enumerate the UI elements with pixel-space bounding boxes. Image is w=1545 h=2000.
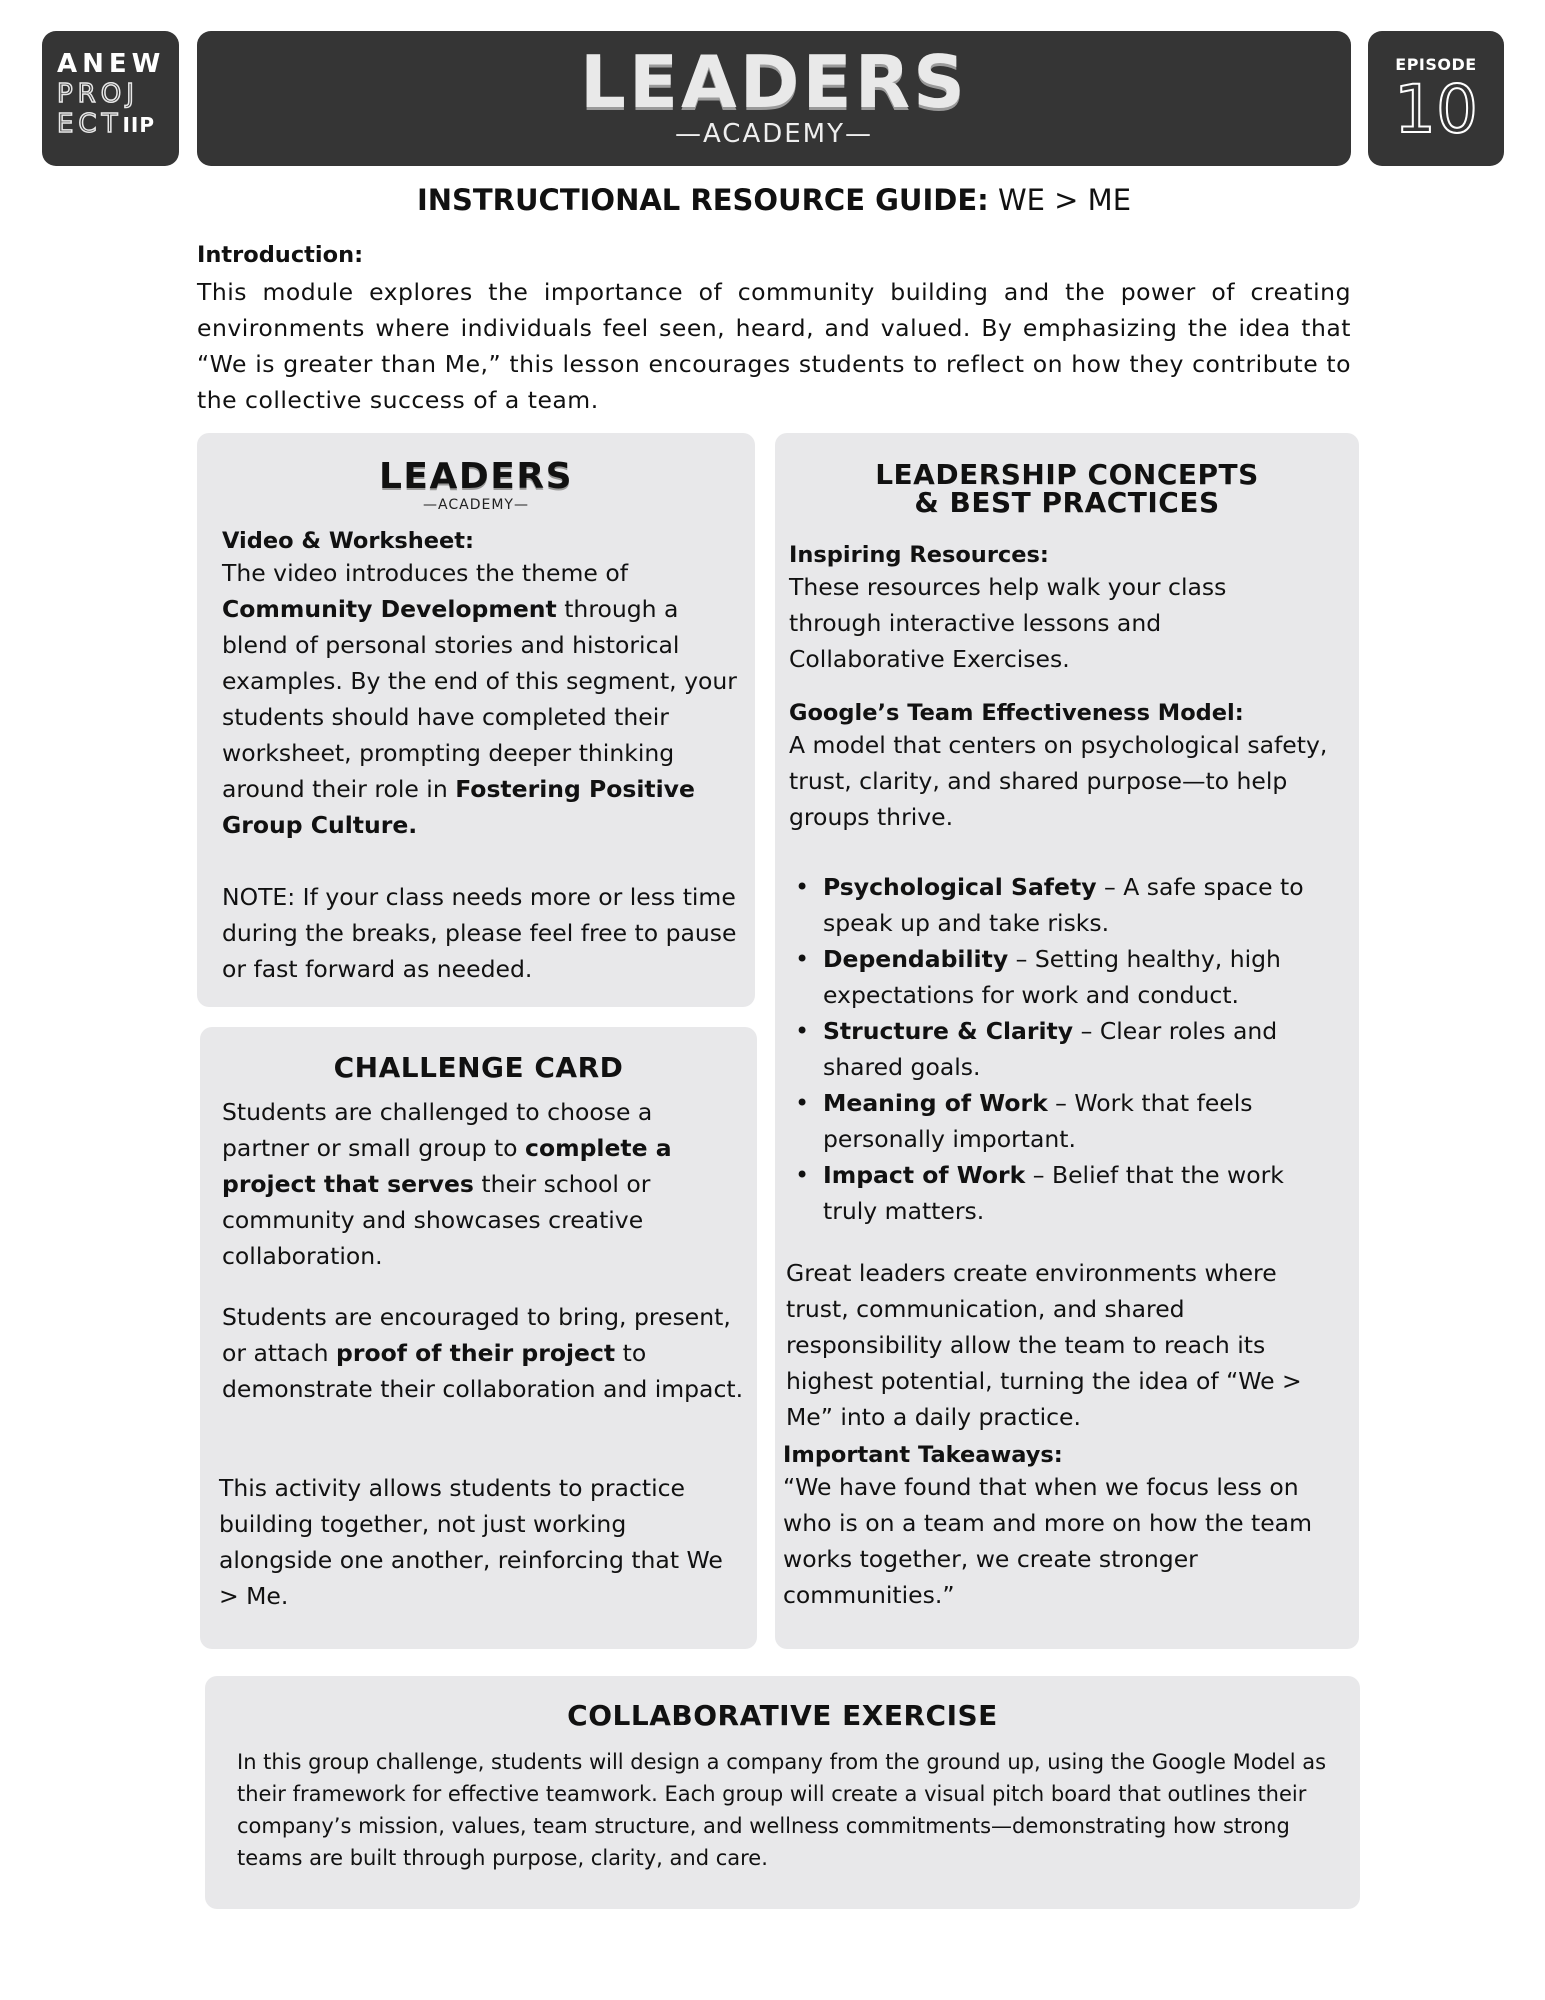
video-note: NOTE: If your class needs more or less time during the breaks, please feel free to pause or fast forward as needed. — [222, 883, 737, 983]
bullet-term: Structure & Clarity — [823, 1017, 1074, 1045]
episode-badge — [1368, 31, 1504, 166]
challenge-heading: CHALLENGE CARD — [333, 1051, 624, 1084]
challenge-p1-text-1: Students are challenged to choose a partner or small group to — [222, 1098, 653, 1162]
challenge-p2-text-1: Students are encouraged to bring, present, or attach — [222, 1303, 731, 1367]
leadership-concepts-card — [775, 433, 1359, 1649]
logo-line-2: PROJ — [57, 79, 139, 109]
list-item — [789, 869, 1344, 941]
challenge-p1-bold: complete a project that serves — [222, 1134, 672, 1198]
bullet-desc: – Setting healthy, high expectations for work and conduct. — [823, 945, 1281, 1009]
bullet-desc: – Work that feels personally important. — [823, 1089, 1253, 1153]
logo-mark-icon: IIP — [122, 113, 156, 137]
anew-project-logo — [42, 31, 179, 166]
challenge-card — [200, 1027, 757, 1649]
episode-number: 10 — [1394, 71, 1478, 148]
concepts-heading-line-1: LEADERSHIP CONCEPTS — [875, 458, 1259, 491]
episode-label: EPISODE — [1395, 55, 1477, 74]
bullet-term: Psychological Safety — [823, 873, 1097, 901]
logo-line-3: ECT — [57, 109, 123, 139]
bullet-term: Impact of Work — [823, 1161, 1026, 1189]
model-text: A model that centers on psychological safety, trust, clarity, and shared purpose—to help groups thrive. — [789, 731, 1328, 831]
video-text-1: The video introduces the theme of — [222, 559, 628, 587]
challenge-p2-text-2: to demonstrate their collaboration and impact. — [222, 1339, 744, 1403]
leaders-academy-banner — [197, 31, 1351, 166]
bullet-desc: – Clear roles and shared goals. — [823, 1017, 1278, 1081]
collab-text: In this group challenge, students will design a company from the ground up, using the Google Model as their framework for effective teamwork. Each group will create a visual pitch board that outlines their company’s mission, values, team structure, and wellness commitments—demonstrating how strong teams are built through purpose, clarity, and care. — [237, 1750, 1327, 1870]
collaborative-exercise-card — [205, 1676, 1360, 1909]
intro-text: This module explores the importance of community building and the power of creating environments where individuals feel seen, heard, and valued. By emphasizing the idea that “We is greater than Me,” this lesson encourages students to reflect on how they contribute to the collective success of a team. — [197, 278, 1351, 414]
resources-heading: Inspiring Resources: — [789, 542, 1049, 568]
video-text — [222, 555, 742, 843]
collab-heading: COLLABORATIVE EXERCISE — [567, 1699, 998, 1732]
challenge-p2-bold: proof of their project — [336, 1339, 616, 1367]
concepts-heading-line-2: & BEST PRACTICES — [914, 486, 1220, 519]
video-text-2: through a blend of personal stories and historical examples. By the end of this segment, your students should have completed their worksheet, prompting deeper thinking around their role in — [222, 595, 737, 803]
banner-subtitle: —ACADEMY— — [674, 119, 874, 149]
model-bullet-list — [789, 869, 1344, 1229]
mini-logo-title: LEADERS — [378, 456, 573, 497]
video-bold-1: Community Development — [222, 595, 557, 623]
challenge-paragraph-3: This activity allows students to practice building together, not just working alongside one another, reinforcing that We > Me. — [219, 1474, 723, 1610]
leaders-academy-logo — [197, 457, 755, 513]
list-item — [789, 1013, 1344, 1085]
video-bold-2: Fostering Positive Group Culture. — [222, 775, 695, 839]
bullet-desc: – Belief that the work truly matters. — [823, 1161, 1284, 1225]
challenge-paragraph-1 — [222, 1094, 742, 1274]
bullet-desc: – A safe space to speak up and take risks. — [823, 873, 1304, 937]
resources-text: These resources help walk your class through interactive lessons and Collaborative Exercises. — [789, 573, 1227, 673]
takeaways-text: “We have found that when we focus less on who is on a team and more on how the team works together, we create stronger communities.” — [783, 1473, 1312, 1609]
challenge-p1-text-2: their school or community and showcases creative collaboration. — [222, 1170, 651, 1270]
model-heading: Google’s Team Effectiveness Model: — [789, 700, 1244, 726]
page-title-bold: INSTRUCTIONAL RESOURCE GUIDE: — [416, 183, 989, 217]
banner-title: LEADERS — [579, 40, 969, 124]
takeaways-heading: Important Takeaways: — [783, 1442, 1063, 1468]
challenge-paragraph-2 — [222, 1299, 747, 1407]
video-heading: Video & Worksheet: — [222, 528, 475, 554]
intro-heading: Introduction: — [197, 242, 364, 268]
great-leaders-text: Great leaders create environments where trust, communication, and shared responsibility allow the team to reach its highest potential, turning the idea of “We > Me” into a daily practice. — [786, 1259, 1302, 1431]
list-item — [789, 941, 1344, 1013]
bullet-term: Dependability — [823, 945, 1009, 973]
logo-line-1: ANEW — [57, 49, 166, 79]
list-item — [789, 1085, 1344, 1157]
video-worksheet-card — [197, 433, 755, 1007]
page-title — [197, 182, 1351, 218]
mini-logo-subtitle: —ACADEMY— — [423, 497, 529, 513]
bullet-term: Meaning of Work — [823, 1089, 1048, 1117]
page-title-rest: WE > ME — [988, 183, 1132, 217]
list-item — [789, 1157, 1344, 1229]
